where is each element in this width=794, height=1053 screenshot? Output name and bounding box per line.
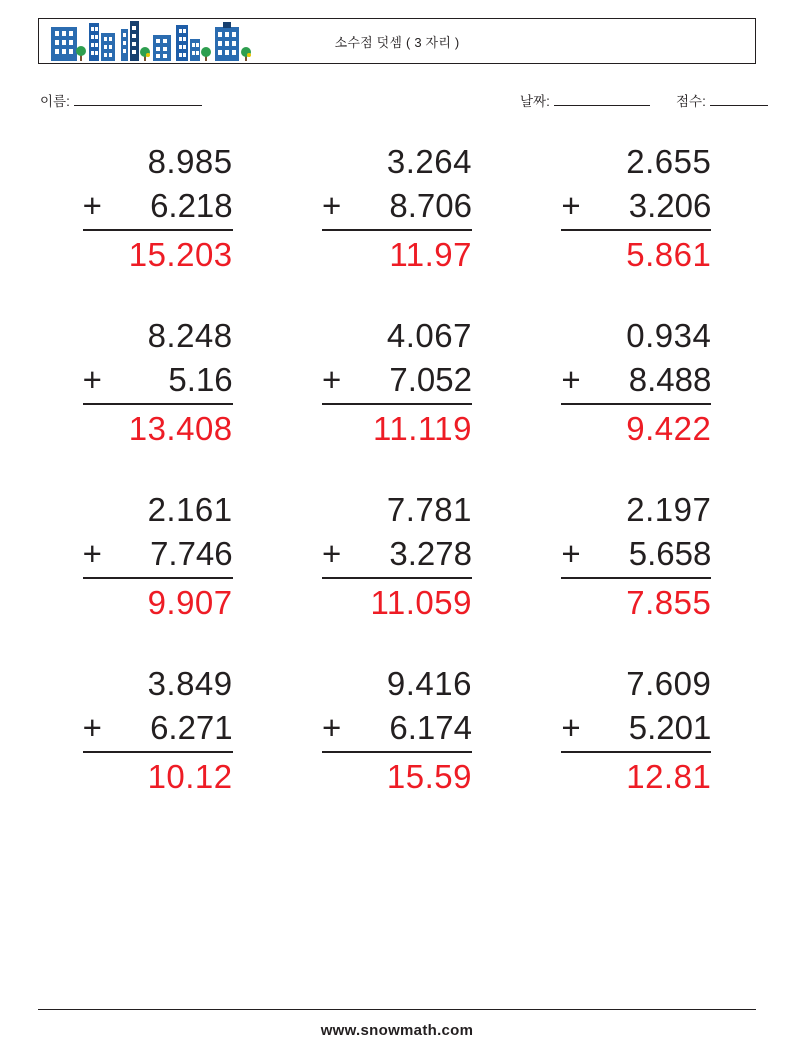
name-label: 이름: [40, 94, 70, 109]
sum-rule [83, 403, 233, 405]
sum-rule [83, 577, 233, 579]
problem-5 [322, 314, 472, 451]
problem-cell [38, 310, 277, 484]
name-field [40, 90, 202, 110]
sum-rule [322, 229, 472, 231]
sum-rule [561, 577, 711, 579]
sum-rule [561, 229, 711, 231]
operator: + [561, 360, 581, 398]
footer-url[interactable]: www.snowmath.com [320, 1022, 474, 1039]
problem-7 [83, 488, 233, 625]
problem-3 [561, 140, 711, 277]
sum-rule [322, 577, 472, 579]
addend-top: 7.609 [626, 665, 712, 702]
operator: + [82, 708, 102, 746]
problem-cell [38, 484, 277, 658]
score-field [676, 90, 768, 110]
addend-top: 9.416 [386, 665, 472, 702]
answer: 10.12 [147, 758, 233, 796]
problem-cell [38, 136, 277, 310]
addend-bottom: 8.488 [628, 360, 712, 398]
addend-top: 2.161 [147, 491, 233, 528]
sum-rule [561, 403, 711, 405]
addend-top: 7.781 [386, 491, 472, 528]
date-input[interactable] [554, 105, 650, 106]
problem-cell [277, 484, 516, 658]
problem-cell [517, 658, 756, 832]
answer: 9.422 [626, 410, 712, 448]
problem-cell [277, 310, 516, 484]
problem-cell [277, 658, 516, 832]
addend-top: 8.248 [147, 317, 233, 354]
addend-top: 3.264 [386, 143, 472, 180]
operator: + [82, 360, 102, 398]
answer: 15.203 [128, 236, 233, 274]
problem-grid [38, 136, 756, 832]
answer: 13.408 [128, 410, 233, 448]
problem-8 [322, 488, 472, 625]
problem-cell [517, 484, 756, 658]
meta-row [38, 90, 756, 112]
addend-top: 4.067 [386, 317, 472, 354]
addend-top: 0.934 [626, 317, 712, 354]
operator: + [321, 186, 342, 224]
problem-12 [561, 662, 711, 799]
problem-1 [83, 140, 233, 277]
name-input[interactable] [74, 105, 202, 106]
sum-rule [322, 403, 472, 405]
date-field [520, 90, 650, 110]
score-label: 점수: [676, 94, 706, 109]
answer: 11.97 [389, 236, 472, 274]
addend-bottom: 3.206 [628, 186, 712, 224]
problem-11 [322, 662, 472, 799]
addend-bottom: 6.218 [150, 186, 233, 224]
answer: 15.59 [386, 758, 472, 796]
addend-bottom: 7.052 [389, 360, 472, 398]
problem-cell [277, 136, 516, 310]
addend-top: 8.985 [147, 143, 233, 180]
problem-2 [322, 140, 472, 277]
operator: + [561, 534, 581, 572]
page-title: 소수점 덧셈 ( 3 자리 ) [334, 34, 460, 50]
answer: 7.855 [626, 584, 712, 622]
addend-bottom: 6.271 [150, 708, 233, 746]
answer: 11.119 [372, 410, 472, 448]
sum-rule [83, 751, 233, 753]
footer [38, 1009, 756, 1039]
problem-4 [83, 314, 233, 451]
operator: + [82, 534, 102, 572]
addend-bottom: 5.16 [168, 360, 233, 398]
addend-bottom: 6.174 [389, 708, 472, 746]
addend-bottom: 5.201 [628, 708, 712, 746]
score-input[interactable] [710, 105, 768, 106]
addend-top: 2.197 [626, 491, 712, 528]
answer: 11.059 [370, 584, 472, 622]
addend-bottom: 5.658 [628, 534, 712, 572]
problem-10 [83, 662, 233, 799]
operator: + [321, 360, 342, 398]
addend-bottom: 7.746 [150, 534, 233, 572]
addend-top: 2.655 [626, 143, 712, 180]
problem-6 [561, 314, 711, 451]
date-label: 날짜: [520, 94, 550, 109]
addend-top: 3.849 [147, 665, 233, 702]
operator: + [561, 186, 581, 224]
addend-bottom: 3.278 [389, 534, 472, 572]
operator: + [82, 186, 102, 224]
sum-rule [561, 751, 711, 753]
problem-9 [561, 488, 711, 625]
problem-cell [38, 658, 277, 832]
answer: 12.81 [626, 758, 712, 796]
operator: + [321, 708, 342, 746]
answer: 5.861 [626, 236, 712, 274]
problem-cell [517, 310, 756, 484]
worksheet-header [38, 18, 756, 64]
problem-cell [517, 136, 756, 310]
operator: + [321, 534, 342, 572]
sum-rule [83, 229, 233, 231]
footer-divider [38, 1009, 756, 1010]
sum-rule [322, 751, 472, 753]
addend-bottom: 8.706 [389, 186, 472, 224]
answer: 9.907 [147, 584, 233, 622]
operator: + [561, 708, 581, 746]
